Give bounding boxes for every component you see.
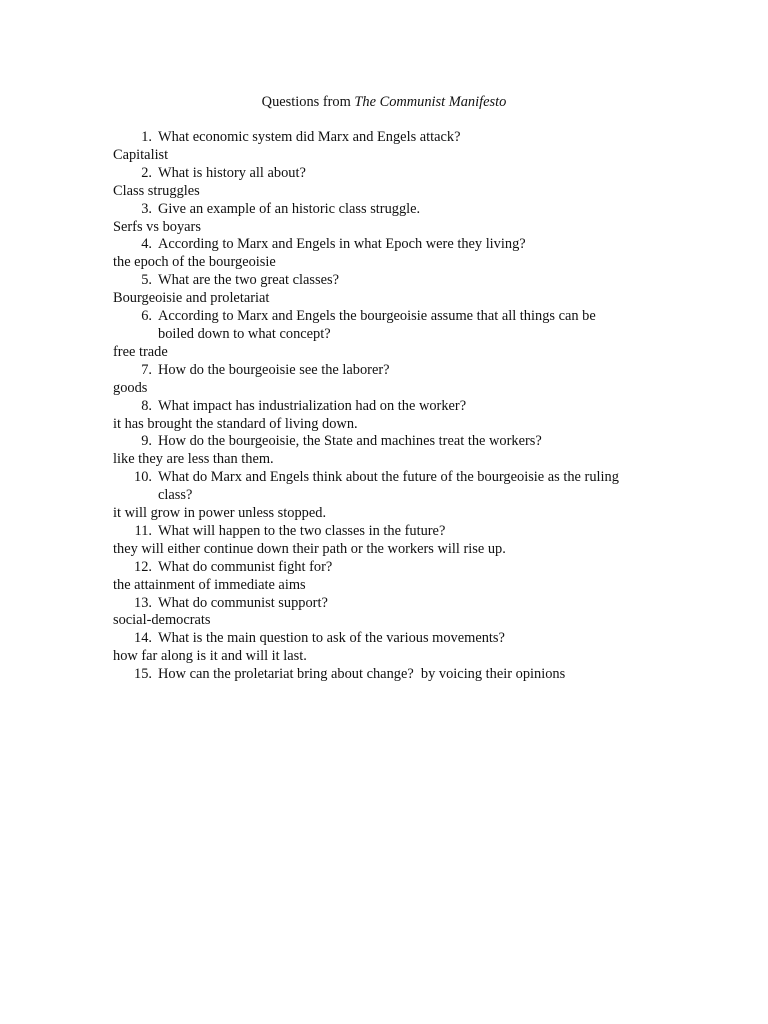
question-list [113, 129, 673, 684]
answer-text: Capitalist [113, 146, 169, 163]
question-item [113, 165, 673, 183]
question-number: 14. [134, 630, 152, 647]
question-item [113, 559, 673, 577]
question-text: What economic system did Marx and Engels attack? [158, 129, 461, 145]
question-item [113, 469, 673, 505]
title-prefix: Questions from [261, 94, 355, 110]
answer-text: the epoch of the bourgeoisie [113, 254, 276, 271]
question-number: 6. [141, 308, 152, 325]
question-number: 3. [141, 200, 152, 217]
question-text: According to Marx and Engels the bourgeoisie assume that all things can be boiled down to what concept? [158, 308, 596, 342]
question-number: 8. [141, 397, 152, 414]
question-number: 1. [141, 129, 152, 145]
answer-text: it will grow in power unless stopped. [113, 505, 327, 522]
question-item [113, 630, 673, 648]
question-text: What is history all about? [158, 164, 306, 181]
answer-text: Class struggles [113, 182, 200, 199]
question-number: 2. [141, 164, 152, 181]
answer-text: goods [113, 379, 148, 396]
question-text: What impact has industrialization had on the worker? [158, 397, 467, 414]
answer-text: they will either continue down their path or the workers will rise up. [113, 540, 506, 557]
question-number: 5. [141, 272, 152, 289]
question-number: 12. [134, 558, 152, 575]
question-item [113, 308, 673, 344]
question-text: What is the main question to ask of the various movements? [158, 630, 505, 647]
answer-text: the attainment of immediate aims [113, 576, 306, 593]
question-number: 10. [134, 469, 152, 486]
question-text: What do communist fight for? [158, 558, 333, 575]
answer-text: social-democrats [113, 612, 211, 629]
question-item [113, 236, 673, 254]
answer-text: Serfs vs boyars [113, 218, 201, 235]
answer-text: like they are less than them. [113, 451, 274, 468]
question-item [113, 272, 673, 290]
question-number: 15. [134, 666, 152, 683]
question-number: 7. [141, 361, 152, 378]
question-item [113, 666, 673, 684]
question-item [113, 129, 673, 147]
question-text: How do the bourgeoisie see the laborer? [158, 361, 390, 378]
answer-text: Bourgeoisie and proletariat [113, 290, 270, 307]
question-number: 13. [134, 594, 152, 611]
answer-text: how far along is it and will it last. [113, 648, 307, 665]
question-text: According to Marx and Engels in what Epoch were they living? [158, 236, 526, 253]
question-item [113, 433, 673, 451]
question-text: How can the proletariat bring about change? by voicing their opinions [158, 666, 566, 683]
question-item [113, 398, 673, 416]
question-text: Give an example of an historic class struggle. [158, 200, 421, 217]
question-text: How do the bourgeoisie, the State and machines treat the workers? [158, 433, 542, 450]
answer-text: it has brought the standard of living down. [113, 415, 358, 432]
page-title [0, 94, 768, 112]
answer-text: free trade [113, 343, 168, 360]
question-number: 11. [134, 522, 152, 539]
question-item [113, 595, 673, 613]
question-item [113, 201, 673, 219]
question-number: 9. [141, 433, 152, 450]
question-item [113, 362, 673, 380]
question-text: What will happen to the two classes in the future? [158, 522, 446, 539]
question-text: What do communist support? [158, 594, 328, 611]
title-italic: The Communist Manifesto [354, 94, 507, 110]
question-text: What are the two great classes? [158, 272, 339, 289]
question-text: What do Marx and Engels think about the future of the bourgeoisie as the ruling class? [158, 469, 619, 504]
question-number: 4. [141, 236, 152, 253]
question-item [113, 523, 673, 541]
